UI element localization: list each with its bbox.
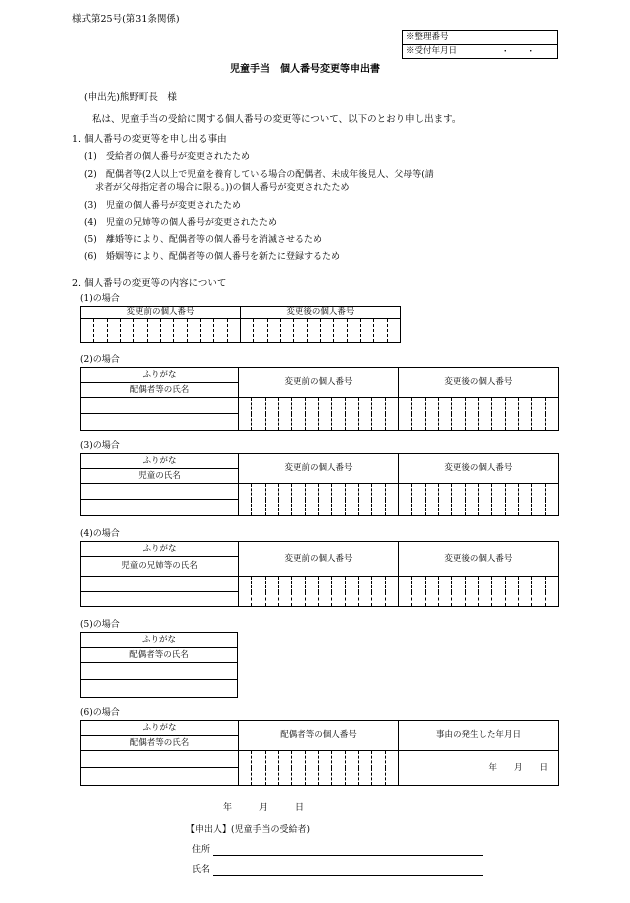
after-number-header: 変更後の個人番号 (398, 454, 558, 484)
furigana-input[interactable] (81, 577, 239, 592)
case2-label: (2)の場合 (80, 355, 120, 365)
intro-text: 私は、児童手当の受給に関する個人番号の変更等について、以下のとおり申し出ます。 (92, 114, 462, 125)
digit-cell[interactable] (545, 398, 558, 431)
digit-cell[interactable] (320, 319, 333, 343)
digit-cell[interactable] (292, 484, 305, 516)
case6-table (80, 720, 559, 786)
digit-cell[interactable] (505, 484, 518, 516)
received-date-dots: ・ ・ (501, 47, 536, 57)
digit-cell[interactable] (374, 319, 387, 343)
digit-cell[interactable] (372, 751, 385, 786)
digit-cell[interactable] (492, 484, 505, 516)
digit-cell[interactable] (518, 398, 531, 431)
digit-cell[interactable] (398, 484, 411, 516)
event-date-input[interactable]: 年 月 日 (399, 751, 559, 786)
digit-cell[interactable] (345, 484, 358, 516)
digit-cell[interactable] (134, 319, 147, 343)
footer-date: 年 月 日 (223, 803, 305, 813)
reason-num: (4) (84, 218, 97, 228)
digit-cell[interactable] (438, 398, 451, 431)
digit-cell[interactable] (385, 398, 398, 431)
section1-heading: 1. 個人番号の変更等を申し出る事由 (72, 134, 227, 145)
case3-label: (3)の場合 (80, 441, 120, 451)
digit-cell[interactable] (452, 398, 465, 431)
digit-cell[interactable] (452, 577, 465, 607)
before-number-header: 変更前の個人番号 (239, 368, 399, 398)
digit-cell[interactable] (252, 484, 265, 516)
digit-cell[interactable] (360, 319, 373, 343)
digit-cell[interactable] (425, 398, 438, 431)
name-input[interactable] (81, 768, 239, 786)
digit-cell[interactable] (532, 577, 545, 607)
digit-cell[interactable] (318, 751, 331, 786)
digit-cell[interactable] (385, 751, 398, 786)
digit-cell[interactable] (425, 484, 438, 516)
digit-cell[interactable] (438, 577, 451, 607)
digit-cell[interactable] (505, 577, 518, 607)
digit-cell[interactable] (254, 319, 267, 343)
name-header: 配偶者等の氏名 (81, 648, 238, 663)
digit-cell[interactable] (332, 751, 345, 786)
digit-cell[interactable] (387, 319, 400, 343)
digit-cell[interactable] (465, 577, 478, 607)
received-date-label: ※受付年月日 (406, 46, 458, 57)
digit-cell[interactable] (478, 577, 491, 607)
digit-cell[interactable] (292, 751, 305, 786)
digit-cell[interactable] (239, 577, 252, 607)
case5-table (80, 632, 238, 698)
digit-cell[interactable] (107, 319, 120, 343)
case6-label: (6)の場合 (80, 708, 120, 718)
case5-label: (5)の場合 (80, 620, 120, 630)
digit-cell[interactable] (332, 577, 345, 607)
name-header: 児童の氏名 (81, 469, 239, 484)
digit-cell[interactable] (398, 577, 411, 607)
addressee: (申出先)熊野町長 様 (84, 92, 177, 103)
digit-cell[interactable] (372, 577, 385, 607)
address-input[interactable] (213, 855, 483, 856)
digit-cell[interactable] (280, 319, 293, 343)
reason-text: 受給者の個人番号が変更されたため (106, 152, 251, 162)
digit-cell[interactable] (345, 398, 358, 431)
digit-cell[interactable] (345, 751, 358, 786)
digit-cell[interactable] (81, 319, 94, 343)
event-date-header: 事由の発生した年月日 (399, 721, 559, 751)
digit-cell[interactable] (358, 484, 371, 516)
after-number-header: 変更後の個人番号 (398, 368, 558, 398)
digit-cell[interactable] (160, 319, 173, 343)
furigana-header: ふりがな (81, 633, 238, 648)
digit-cell[interactable] (412, 484, 425, 516)
digit-cell[interactable] (174, 319, 187, 343)
digit-cell[interactable] (265, 751, 278, 786)
page-title: 児童手当 個人番号変更等申出書 (230, 64, 380, 75)
reason-text-cont: 求者が父母指定者の場合に限る。))の個人番号が変更されたため (95, 183, 350, 193)
digit-cell[interactable] (252, 751, 265, 786)
address-label: 住所 (192, 845, 211, 855)
digit-cell[interactable] (239, 398, 252, 431)
before-number-header: 変更前の個人番号 (239, 454, 399, 484)
digit-cell[interactable] (545, 484, 558, 516)
case2-table (80, 367, 559, 431)
before-number-header: 変更前の個人番号 (81, 307, 241, 319)
digit-cell[interactable] (358, 577, 371, 607)
digit-cell[interactable] (345, 577, 358, 607)
digit-cell[interactable] (532, 484, 545, 516)
digit-cell[interactable] (465, 398, 478, 431)
name-input[interactable] (213, 875, 483, 876)
name-header: 配偶者等の氏名 (81, 736, 239, 751)
reason-text: 婚姻等により、配偶者等の個人番号を新たに登録するため (106, 252, 341, 262)
name-input[interactable] (81, 680, 238, 698)
digit-cell[interactable] (452, 484, 465, 516)
digit-cell[interactable] (305, 484, 318, 516)
reason-num: (6) (84, 252, 97, 262)
digit-cell[interactable] (438, 484, 451, 516)
digit-cell[interactable] (518, 577, 531, 607)
digit-cell[interactable] (240, 319, 253, 343)
furigana-input[interactable] (81, 484, 239, 500)
digit-cell[interactable] (252, 577, 265, 607)
digit-cell[interactable] (265, 398, 278, 431)
reason-text: 配偶者等(2人以上で児童を養育している場合の配偶者、未成年後見人、父母等(請 (106, 170, 434, 180)
form-number: 様式第25号(第31条関係) (72, 14, 180, 25)
digit-cell[interactable] (505, 398, 518, 431)
after-number-header: 変更後の個人番号 (398, 542, 558, 577)
reason-num: (2) (84, 170, 97, 180)
name-header: 児童の兄姉等の氏名 (81, 557, 239, 577)
digit-cell[interactable] (278, 751, 291, 786)
digit-cell[interactable] (239, 484, 252, 516)
furigana-input[interactable] (81, 398, 239, 414)
name-input[interactable] (81, 592, 239, 607)
digit-cell[interactable] (120, 319, 133, 343)
digit-cell[interactable] (332, 484, 345, 516)
furigana-input[interactable] (81, 663, 238, 680)
digit-cell[interactable] (307, 319, 320, 343)
digit-cell[interactable] (492, 577, 505, 607)
digit-cell[interactable] (265, 484, 278, 516)
furigana-input[interactable] (81, 751, 239, 768)
digit-cell[interactable] (187, 319, 200, 343)
digit-cell[interactable] (318, 484, 331, 516)
digit-cell[interactable] (492, 398, 505, 431)
case4-label: (4)の場合 (80, 529, 120, 539)
digit-cell[interactable] (200, 319, 213, 343)
digit-cell[interactable] (372, 398, 385, 431)
office-use-box (402, 30, 558, 59)
digit-cell[interactable] (305, 577, 318, 607)
digit-cell[interactable] (478, 484, 491, 516)
furigana-header: ふりがな (81, 721, 239, 736)
furigana-header: ふりがな (81, 368, 239, 383)
office-row-reference: ※整理番号 (403, 31, 558, 45)
digit-cell[interactable] (94, 319, 107, 343)
furigana-header: ふりがな (81, 454, 239, 469)
digit-cell[interactable] (239, 751, 252, 786)
digit-cell[interactable] (532, 398, 545, 431)
office-row-received (403, 45, 558, 59)
digit-cell[interactable] (305, 751, 318, 786)
name-input[interactable] (81, 500, 239, 516)
after-number-header: 変更後の個人番号 (240, 307, 400, 319)
digit-cell[interactable] (305, 398, 318, 431)
digit-cell[interactable] (412, 398, 425, 431)
digit-cell[interactable] (278, 577, 291, 607)
reason-num: (1) (84, 152, 97, 162)
name-label: 氏名 (192, 865, 211, 875)
digit-cell[interactable] (292, 577, 305, 607)
digit-cell[interactable] (478, 398, 491, 431)
case1-label: (1)の場合 (80, 294, 120, 304)
reason-num: (5) (84, 235, 97, 245)
case1-table (80, 306, 401, 343)
digit-cell[interactable] (334, 319, 347, 343)
reason-text: 児童の兄姉等の個人番号が変更されたため (106, 218, 278, 228)
case3-table (80, 453, 559, 516)
digit-cell[interactable] (267, 319, 280, 343)
digit-cell[interactable] (227, 319, 240, 343)
digit-cell[interactable] (385, 484, 398, 516)
digit-cell[interactable] (214, 319, 227, 343)
digit-cell[interactable] (358, 751, 371, 786)
before-number-header: 変更前の個人番号 (239, 542, 399, 577)
digit-cell[interactable] (292, 398, 305, 431)
digit-cell[interactable] (147, 319, 160, 343)
case4-table (80, 541, 559, 607)
digit-cell[interactable] (278, 484, 291, 516)
digit-cell[interactable] (545, 577, 558, 607)
digit-cell[interactable] (347, 319, 360, 343)
digit-cell[interactable] (294, 319, 307, 343)
digit-cell[interactable] (278, 398, 291, 431)
digit-cell[interactable] (425, 577, 438, 607)
reason-num: (3) (84, 201, 97, 211)
spouse-number-header: 配偶者等の個人番号 (239, 721, 399, 751)
digit-cell[interactable] (358, 398, 371, 431)
applicant-label: 【申出人】(児童手当の受給者) (186, 825, 311, 835)
digit-cell[interactable] (265, 577, 278, 607)
name-header: 配偶者等の氏名 (81, 383, 239, 398)
digit-cell[interactable] (332, 398, 345, 431)
digit-cell[interactable] (318, 577, 331, 607)
digit-cell[interactable] (385, 577, 398, 607)
digit-cell[interactable] (318, 398, 331, 431)
name-input[interactable] (81, 414, 239, 431)
digit-cell[interactable] (465, 484, 478, 516)
digit-cell[interactable] (372, 484, 385, 516)
furigana-header: ふりがな (81, 542, 239, 557)
digit-cell[interactable] (252, 398, 265, 431)
reason-text: 児童の個人番号が変更されたため (106, 201, 242, 211)
digit-cell[interactable] (398, 398, 411, 431)
digit-cell[interactable] (412, 577, 425, 607)
digit-cell[interactable] (518, 484, 531, 516)
reason-text: 離婚等により、配偶者等の個人番号を消滅させるため (106, 235, 323, 245)
section2-heading: 2. 個人番号の変更等の内容について (72, 278, 227, 289)
